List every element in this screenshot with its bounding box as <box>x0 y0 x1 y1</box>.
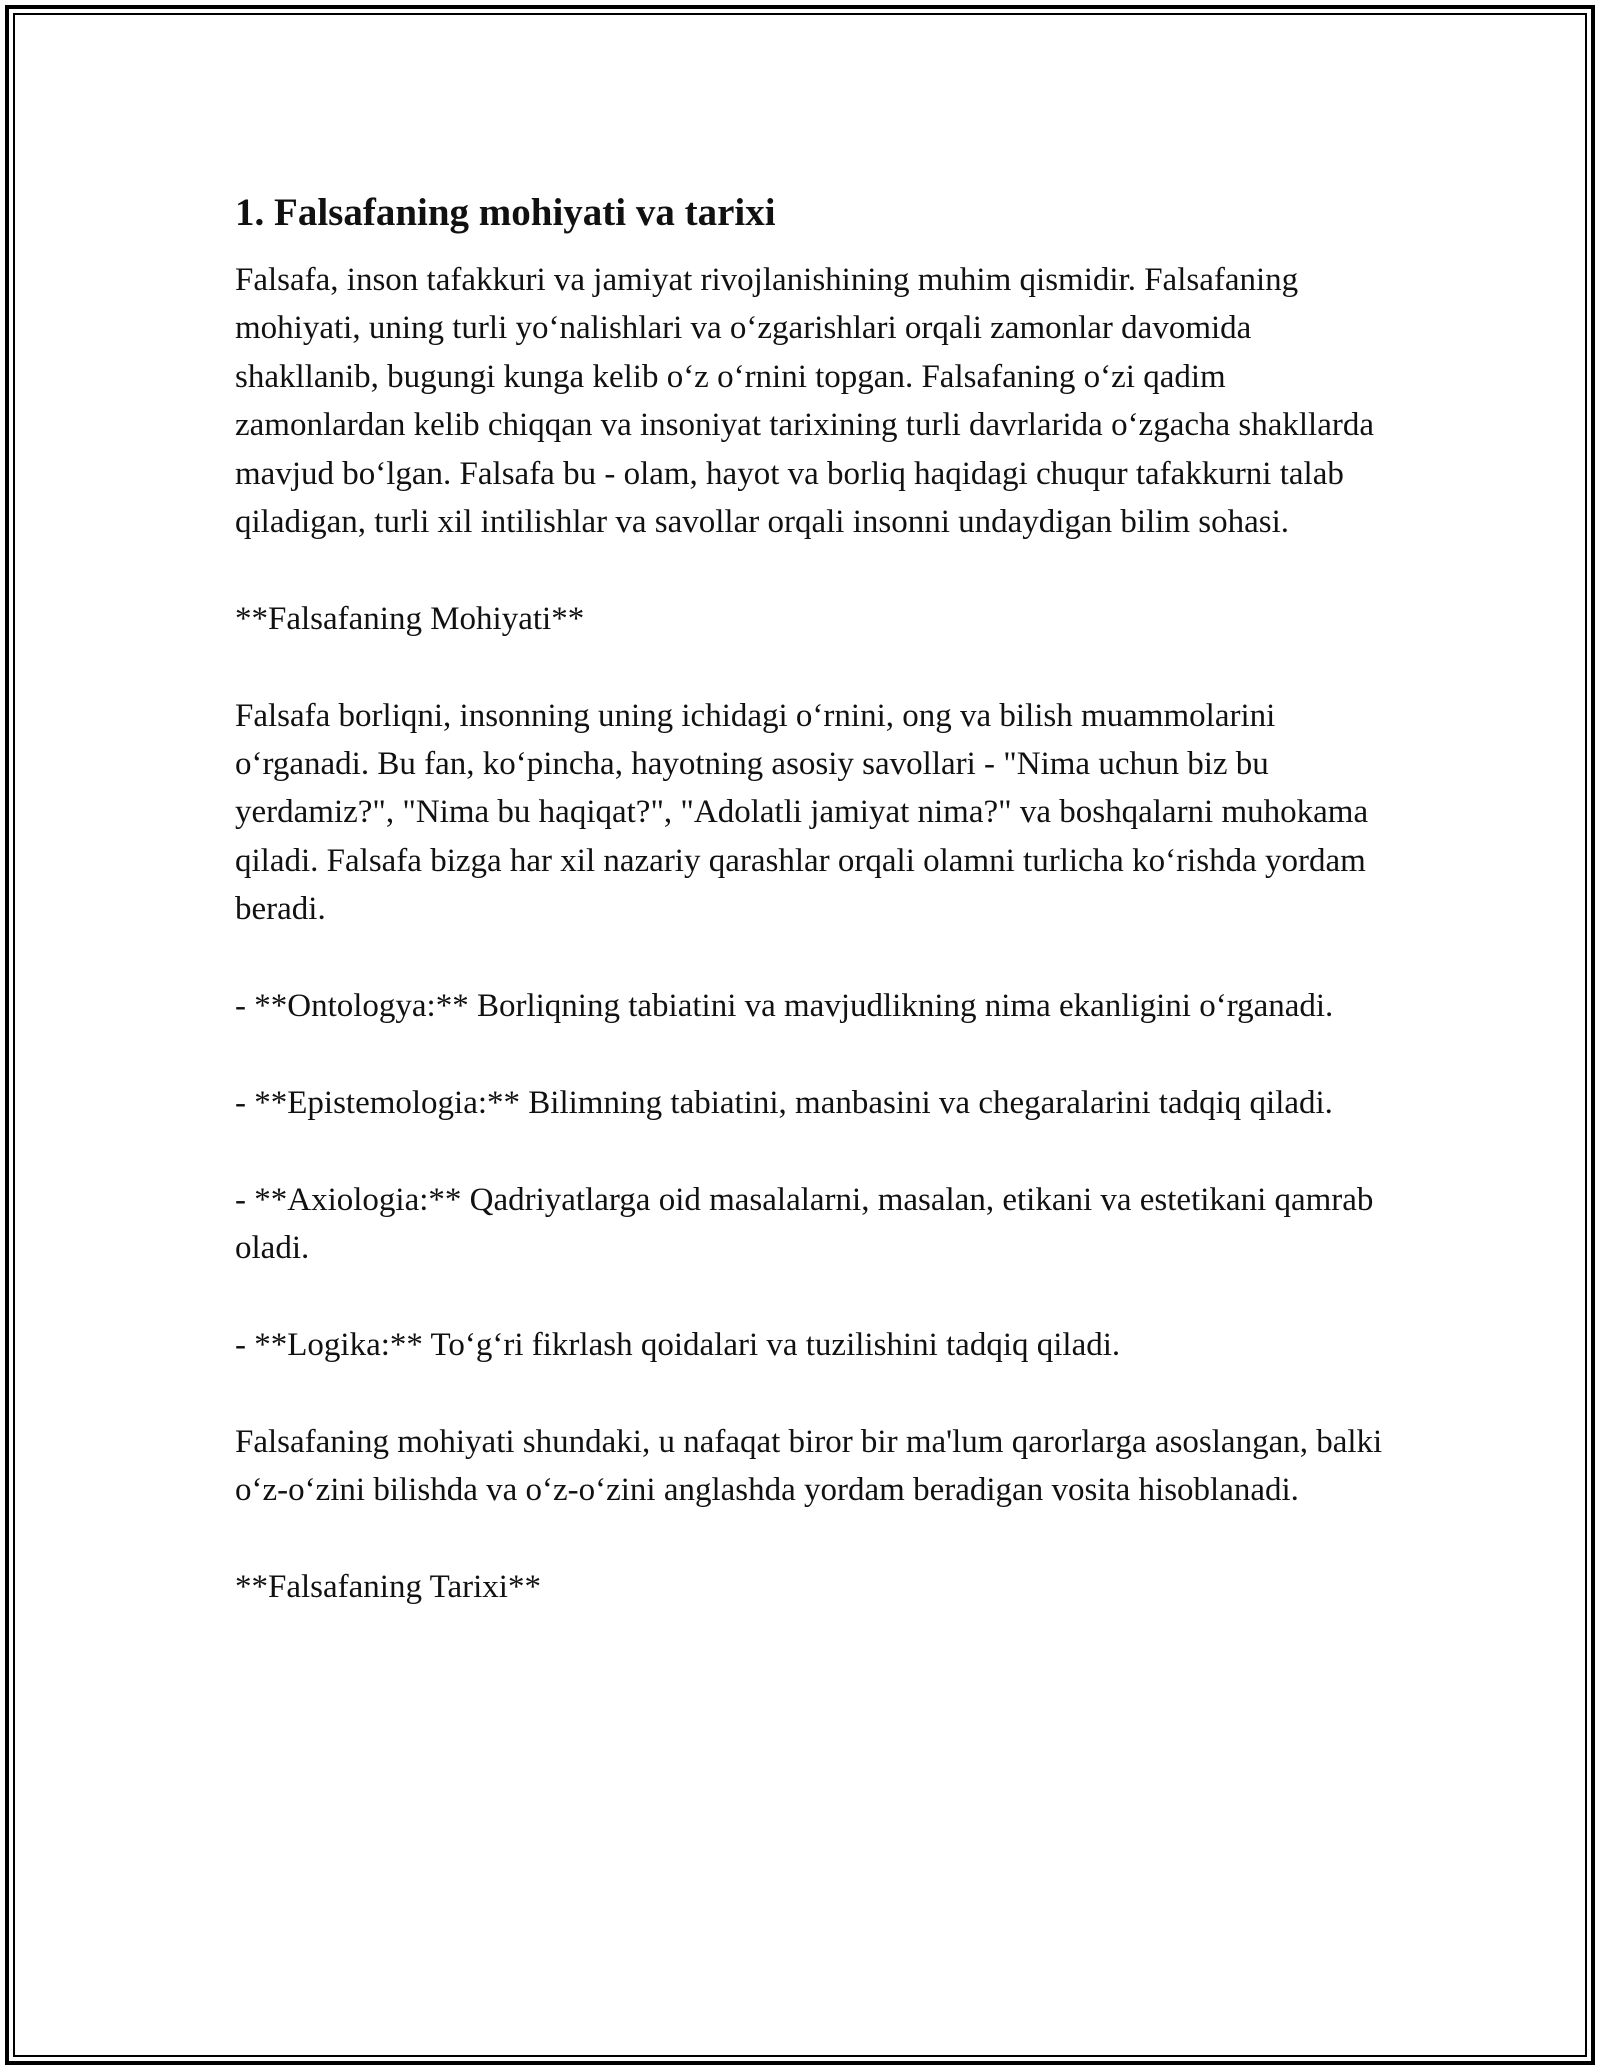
list-item-epistemology: - **Epistemologia:** Bilimning tabiatini, manbasini va chegaralarini tadqiq qiladi. <box>235 1084 1333 1121</box>
document-body <box>235 188 1385 1660</box>
list-item-logic: - **Logika:** Toʻgʻri fikrlash qoidalari va tuzilishini tadqiq qiladi. <box>235 1326 1121 1363</box>
mohiyati-paragraph: Falsafa borliqni, insonning uning ichidagi oʻrnini, ong va bilish muammolarini oʻrganadi. Bu fan, koʻpincha, hayotning asosiy savollari - "Nima uchun biz bu yerdamiz?", "Nima bu haqiqat?", "Adolatli jamiyat nima?" va boshqalarni muhokama qiladi. Falsafa bizga har xil nazariy qarashlar orqali olamni turlicha koʻrishda yordam beradi. <box>235 697 1369 928</box>
subheading-mohiyati: **Falsafaning Mohiyati** <box>235 600 585 637</box>
summary-paragraph: Falsafaning mohiyati shundaki, u nafaqat biror bir ma'lum qarorlarga asoslangan, balki oʻz-oʻzini bilishda va oʻz-oʻzini anglashda yordam beradigan vosita hisoblanadi. <box>235 1423 1383 1509</box>
subheading-tarixi: **Falsafaning Tarixi** <box>235 1568 541 1605</box>
section-heading: 1. Falsafaning mohiyati va tarixi <box>235 191 776 234</box>
list-item-ontology: - **Ontologya:** Borliqning tabiatini va mavjudlikning nima ekanligini oʻrganadi. <box>235 988 1334 1025</box>
intro-paragraph: Falsafa, inson tafakkuri va jamiyat rivojlanishining muhim qismidir. Falsafaning mohiyati, uning turli yoʻnalishlari va oʻzgarishlari orqali zamonlar davomida shakllanib, bugungi kunga kelib oʻz oʻrnini topgan. Falsafaning oʻzi qadim zamonlardan kelib chiqqan va insoniyat tarixining turli davrlarida oʻzgacha shakllarda mavjud boʻlgan. Falsafa bu - olam, hayot va borliq haqidagi chuqur tafakkurni talab qiladigan, turli xil intilishlar va savollar orqali insonni undaydigan bilim sohasi. <box>235 262 1374 541</box>
list-item-axiology: - **Axiologia:** Qadriyatlarga oid masalalarni, masalan, etikani va estetikani qamrab oladi. <box>235 1181 1374 1267</box>
